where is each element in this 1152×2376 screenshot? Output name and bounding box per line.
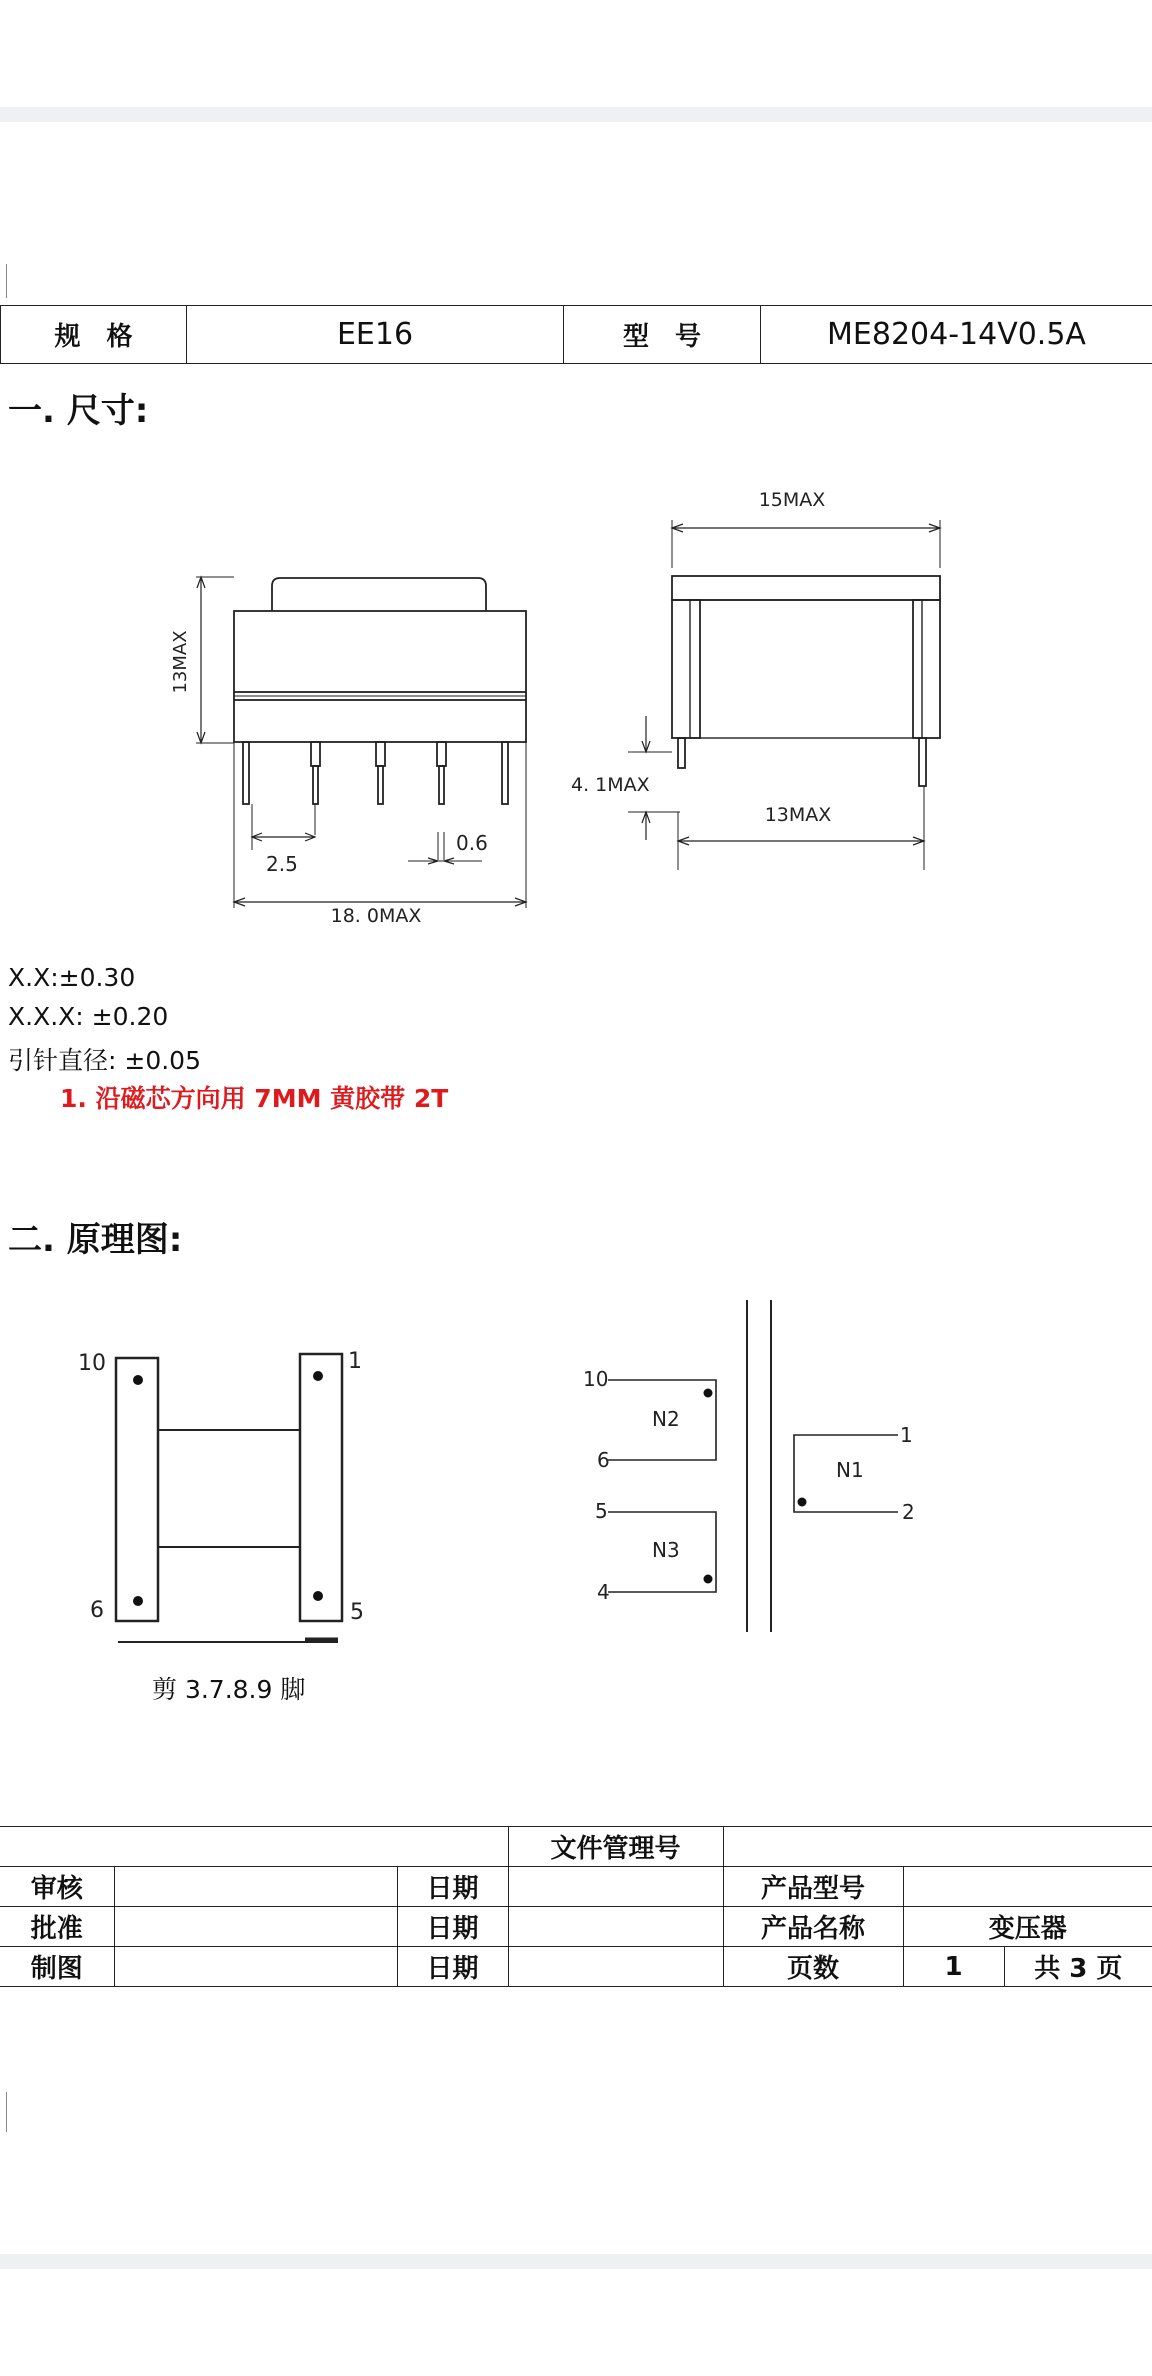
spec-value: EE16 bbox=[187, 306, 564, 364]
spec-label: 规 格 bbox=[1, 306, 187, 364]
page-label: 页数 bbox=[723, 1947, 903, 1987]
n2-label: N2 bbox=[652, 1407, 680, 1431]
page-number: 1 bbox=[903, 1947, 1004, 1987]
approve-value bbox=[114, 1907, 397, 1947]
polarity-dot bbox=[798, 1498, 807, 1507]
section-dimensions-title: 一. 尺寸: bbox=[8, 391, 149, 431]
left-edge-mark bbox=[6, 2092, 7, 2132]
n1-label: N1 bbox=[836, 1458, 864, 1482]
dim-pitch-label: 2.5 bbox=[266, 852, 298, 876]
product-model-label: 产品型号 bbox=[723, 1867, 903, 1907]
tolerance-line: 引针直径: ±0.05 bbox=[8, 1046, 201, 1075]
n3-label: N3 bbox=[652, 1538, 680, 1562]
n2-start-label: 10 bbox=[583, 1367, 609, 1391]
dim-bottom-label: 13MAX bbox=[764, 804, 832, 826]
front-view bbox=[196, 577, 526, 908]
dim-pin-dia-label: 0.6 bbox=[456, 831, 488, 855]
pin-dot bbox=[133, 1375, 143, 1385]
pin-dot bbox=[313, 1591, 323, 1601]
page-total: 共 3 页 bbox=[1004, 1947, 1152, 1987]
pin-dot bbox=[133, 1596, 143, 1606]
title-block-table bbox=[0, 1826, 1152, 1987]
n2-end-label: 6 bbox=[597, 1448, 610, 1472]
product-name-value: 变压器 bbox=[903, 1907, 1152, 1947]
n1-start-label: 1 bbox=[900, 1423, 913, 1447]
pin-label-6: 6 bbox=[90, 1598, 104, 1623]
polarity-dot bbox=[704, 1575, 713, 1584]
pin-label-5: 5 bbox=[350, 1600, 364, 1625]
tolerance-line: X.X:±0.30 bbox=[8, 963, 136, 992]
dim-height-label: 13MAX bbox=[170, 630, 191, 694]
model-value: ME8204-14V0.5A bbox=[761, 306, 1152, 364]
drawn-label: 制图 bbox=[0, 1947, 114, 1987]
n1-end-label: 2 bbox=[902, 1500, 915, 1524]
left-edge-mark bbox=[6, 264, 7, 298]
schematic-drawing bbox=[0, 1290, 1152, 1650]
pin-dot bbox=[313, 1371, 323, 1381]
drawn-value bbox=[114, 1947, 397, 1987]
dimension-drawing bbox=[0, 440, 1152, 980]
n3-start-label: 5 bbox=[595, 1499, 608, 1523]
product-model-value bbox=[903, 1867, 1152, 1907]
approve-date-value bbox=[508, 1907, 723, 1947]
dim-top-label: 15MAX bbox=[758, 489, 826, 511]
review-value bbox=[114, 1867, 397, 1907]
top-gray-band bbox=[0, 107, 1152, 122]
tolerance-line: X.X.X: ±0.20 bbox=[8, 1002, 169, 1031]
bottom-gray-band bbox=[0, 2254, 1152, 2269]
doc-no-label: 文件管理号 bbox=[508, 1827, 723, 1867]
polarity-dot bbox=[704, 1389, 713, 1398]
spec-table bbox=[0, 305, 1152, 364]
drawn-date-label: 日期 bbox=[397, 1947, 508, 1987]
approve-label: 批准 bbox=[0, 1907, 114, 1947]
doc-no-value bbox=[723, 1827, 1152, 1867]
n3-end-label: 4 bbox=[597, 1580, 610, 1604]
product-name-label: 产品名称 bbox=[723, 1907, 903, 1947]
section-schematic-title: 二. 原理图: bbox=[8, 1220, 183, 1260]
model-label: 型 号 bbox=[564, 306, 761, 364]
dim-pin-len-label: 4. 1MAX bbox=[571, 774, 650, 796]
tape-note: 1. 沿磁芯方向用 7MM 黄胶带 2T bbox=[60, 1084, 449, 1113]
pin-label-1: 1 bbox=[348, 1349, 362, 1374]
review-date-label: 日期 bbox=[397, 1867, 508, 1907]
dim-width-label: 18. 0MAX bbox=[330, 905, 422, 927]
bobbin-pin-diagram bbox=[116, 1354, 342, 1642]
review-label: 审核 bbox=[0, 1867, 114, 1907]
cut-pins-caption: 剪 3.7.8.9 脚 bbox=[152, 1675, 306, 1704]
approve-date-label: 日期 bbox=[397, 1907, 508, 1947]
pin-label-10: 10 bbox=[78, 1351, 106, 1376]
drawn-date-value bbox=[508, 1947, 723, 1987]
review-date-value bbox=[508, 1867, 723, 1907]
